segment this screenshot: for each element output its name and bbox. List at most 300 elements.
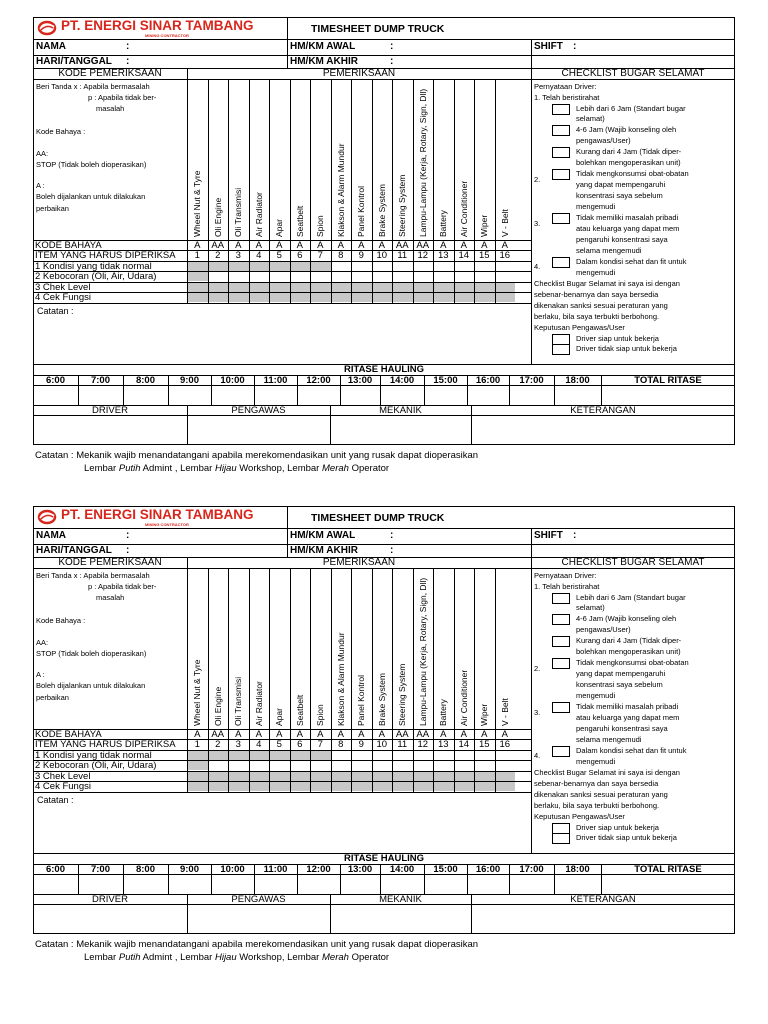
item-number: 16 [499,250,511,261]
item-name: Oli Transmisi [232,676,243,726]
hm-awal-colon: : [390,41,394,52]
footer-hijau: Hijau [214,952,237,963]
shaded-cell [332,772,352,781]
item-code: A [481,729,488,740]
ritase-input-cell[interactable] [254,875,297,894]
ritase-input-cell[interactable] [78,386,123,405]
checklist-text: pengawas/User) [576,625,631,634]
shaded-cell [393,283,413,292]
item-number: 12 [417,250,429,261]
shaded-cell [188,262,208,271]
row-kebocoran: 2 Kebocoran (Oli, Air, Udara) [35,760,157,771]
ritase-input-cell[interactable] [340,386,380,405]
footer-l1: Lembar [84,952,119,963]
checklist-text: sebenar-benarnya dan saya bersedia [534,290,659,299]
shift-label: SHIFT [534,41,563,52]
legend-masalah: masalah [96,593,125,602]
ritase-input-cell[interactable] [380,875,424,894]
item-number: 7 [317,739,323,750]
item-number: 5 [276,739,282,750]
item-number: 11 [397,250,408,261]
item-name: Panel Kontrol [355,185,366,237]
item-code: A [296,240,303,251]
checklist-text: 4-6 Jam (Wajib konseling oleh [576,125,677,134]
checklist-text: Pernyataan Driver: [534,82,597,91]
item-code: A [235,240,242,251]
checklist-text: berlaku, bila saya terbukti berbohong. [534,312,660,321]
item-code: A [378,729,385,740]
item-number: 6 [297,739,303,750]
shaded-cell [311,262,331,271]
catatan-label: Catatan : [37,795,74,805]
item-number: 15 [478,250,490,261]
item-number: 5 [276,250,282,261]
shaded-cell [270,751,290,760]
shaded-cell [332,782,352,791]
checklist-text: Driver tidak siap untuk bekerja [576,833,677,842]
shaded-cell [270,283,290,292]
shaded-cell [291,262,311,271]
shaded-cell [270,772,290,781]
shaded-cell [311,782,331,791]
item-number: 9 [358,250,364,261]
shaded-cell [373,772,393,781]
item-code: A [194,240,201,251]
ritase-time-header: 14:00 [389,375,415,386]
item-code: A [255,240,262,251]
shaded-cell [393,782,413,791]
shaded-cell [250,751,270,760]
item-code: A [501,240,508,251]
shaded-cell [229,782,249,791]
ritase-input-cell[interactable] [78,875,123,894]
item-code: A [378,240,385,251]
legend-a: A : [36,670,45,679]
checklist-text: mengemudi [576,202,616,211]
item-number: 13 [437,250,449,261]
hm-akhir-label: HM/KM AKHIR [290,56,358,67]
ritase-time-header: 14:00 [389,864,415,875]
shaded-cell [291,782,311,791]
checklist-text: pengaruhi konsentrasi saya [576,235,668,244]
legend-stop: STOP (Tidak boleh dioperasikan) [36,160,147,169]
shaded-cell [291,772,311,781]
item-name: Wiper [478,214,489,237]
item-name: Apar [273,708,284,726]
kode-pemeriksaan-header: KODE PEMERIKSAAN [58,68,162,79]
ritase-input-cell[interactable] [424,875,467,894]
legend-boleh-1: Boleh dijalankan untuk dilakukan [36,192,146,201]
shaded-cell [496,283,516,292]
catatan-label: Catatan : [37,306,74,316]
item-number: 1 [194,250,200,261]
ritase-input-cell[interactable] [380,386,424,405]
footer-putih: Putih [118,952,141,963]
shaded-cell [455,782,475,791]
shift-label: SHIFT [534,530,563,541]
row-kebocoran: 2 Kebocoran (Oli, Air, Udara) [35,271,157,282]
legend-boleh-1: Boleh dijalankan untuk dilakukan [36,681,146,690]
ritase-time-header: 17:00 [519,864,544,875]
item-name: Lampu-Lampu (Kerja, Rotary, Sign, Dll) [417,577,428,726]
item-name: V - Belt [499,698,510,726]
sig-driver: DRIVER [92,894,128,905]
item-number: 10 [376,739,388,750]
item-number: 10 [376,250,388,261]
item-name: Seatbelt [294,694,305,726]
item-code: A [460,240,467,251]
checklist-text: 3. [534,219,541,228]
shaded-cell [373,782,393,791]
shaded-cell [373,283,393,292]
checklist-text: Lebih dari 6 Jam (Standart bugar [576,104,686,113]
item-name: Air Radiator [253,681,264,726]
footer-l4: Operator [348,952,390,963]
checklist-checkbox[interactable] [552,833,570,844]
ritase-title: RITASE HAULING [343,853,425,864]
checklist-text: konsentrasi saya sebelum [576,680,663,689]
shaded-cell [475,283,495,292]
pemeriksaan-header: PEMERIKSAAN [322,68,396,79]
item-name: Panel Kontrol [355,674,366,726]
ritase-input-cell[interactable] [123,386,168,405]
ritase-input-cell[interactable] [211,386,254,405]
sig-driver: DRIVER [92,405,128,416]
shaded-cell [414,782,434,791]
shaded-cell [250,782,270,791]
ritase-time-header: 8:00 [135,864,155,875]
ritase-time-header: 18:00 [565,864,590,875]
item-name: Air Radiator [253,192,264,237]
legend-p: p : Apabila tidak ber- [88,582,157,591]
sig-keterangan: KETERANGAN [570,405,636,416]
nama-colon: : [126,530,130,541]
sig-pengawas: PENGAWAS [231,894,286,905]
ritase-input-cell[interactable] [554,875,601,894]
checklist-text: 4-6 Jam (Wajib konseling oleh [576,614,677,623]
item-number: 15 [478,739,490,750]
ritase-input-cell[interactable] [509,875,554,894]
footer-hijau: Hijau [214,463,237,474]
row-kode-bahaya: KODE BAHAYA [35,240,102,251]
ritase-input-cell[interactable] [297,386,340,405]
shaded-cell [229,751,249,760]
shaded-cell [270,293,290,302]
shaded-cell [250,772,270,781]
ritase-time-header: 7:00 [90,375,110,386]
checklist-checkbox[interactable] [552,702,570,713]
checklist-checkbox[interactable] [552,636,570,647]
row-cek-fungsi: 4 Cek Fungsi [35,292,91,303]
ritase-time-header: 6:00 [45,864,65,875]
company-name: PT. ENERGI SINAR TAMBANG [61,507,254,522]
checklist-checkbox[interactable] [552,147,570,158]
item-code: A [276,729,283,740]
hari-tanggal-label: HARI/TANGGAL [36,56,112,67]
ritase-time-header: 11:00 [263,375,288,386]
item-name: V - Belt [499,209,510,237]
item-name: Air Conditioner [458,180,469,237]
item-code: A [296,729,303,740]
ritase-time-header: 18:00 [565,375,590,386]
ritase-input-cell[interactable] [297,875,340,894]
footer-l2: Admint , Lembar [140,952,215,963]
ritase-time-header: 13:00 [347,375,373,386]
ritase-input-cell[interactable] [554,386,601,405]
item-name: Apar [273,219,284,237]
legend-kode-bahaya: Kode Bahaya : [36,616,86,625]
ritase-time-header: 12:00 [306,375,331,386]
shaded-cell [434,782,454,791]
ritase-time-header: 9:00 [179,375,199,386]
legend-aa: AA: [36,149,49,158]
checklist-text: dikenakan sanksi sesuai peraturan yang [534,790,668,799]
checklist-text: sebenar-benarnya dan saya bersedia [534,779,659,788]
footer-l1: Lembar [84,463,119,474]
shaded-cell [475,782,495,791]
hm-akhir-colon: : [390,545,394,556]
legend-stop: STOP (Tidak boleh dioperasikan) [36,649,147,658]
shaded-cell [250,293,270,302]
item-code: A [337,240,344,251]
company-tagline: MINING CONTRACTOR [145,33,189,38]
checklist-text: bolehkan mengoperasikan unit) [576,158,681,167]
shaded-cell [229,262,249,271]
item-number: 4 [256,739,262,750]
checklist-text: Checklist Bugar Selamat ini saya isi dengan [534,768,680,777]
item-name: Lampu-Lampu (Kerja, Rotary, Sign, Dll) [417,88,428,237]
footer-merah: Merah [322,463,349,474]
shaded-cell [455,283,475,292]
checklist-text: Driver siap untuk bekerja [576,823,659,832]
item-code: AA [416,240,430,251]
shift-colon: : [573,41,577,52]
ritase-input-cell[interactable] [123,875,168,894]
shaded-cell [475,772,495,781]
ritase-input-cell[interactable] [33,875,78,894]
ritase-time-header: 15:00 [433,375,458,386]
ritase-time-header: 16:00 [475,375,501,386]
item-number: 16 [499,739,511,750]
total-ritase-label: TOTAL RITASE [634,864,702,875]
shaded-cell [209,751,229,760]
shaded-cell [209,283,229,292]
checklist-checkbox[interactable] [552,104,570,115]
checklist-checkbox[interactable] [552,344,570,355]
shaded-cell [188,751,208,760]
shaded-cell [434,293,454,302]
footer-l3: Workshop, Lembar [236,463,322,474]
checklist-text: dikenakan sanksi sesuai peraturan yang [534,301,668,310]
item-name: Klakson & Alarm Mundur [335,632,346,726]
checklist-text: atau keluarga yang dapat mem [576,224,680,233]
checklist-checkbox[interactable] [552,658,570,669]
shaded-cell [311,772,331,781]
checklist-text: Driver siap untuk bekerja [576,334,659,343]
hm-awal-label: HM/KM AWAL [290,41,356,52]
checklist-text: Driver tidak siap untuk bekerja [576,344,677,353]
checklist-text: 4. [534,751,541,760]
shaded-cell [393,293,413,302]
shaded-cell [311,293,331,302]
item-number: 1 [194,739,200,750]
ritase-input-cell[interactable] [211,875,254,894]
shaded-cell [229,772,249,781]
checklist-checkbox[interactable] [552,213,570,224]
checklist-text: Tidak mengkonsumsi obat-obatan [576,169,689,178]
timesheet-form-1 [33,17,735,474]
company-logo [33,506,287,528]
footer-putih: Putih [118,463,141,474]
checklist-checkbox[interactable] [552,125,570,136]
shaded-cell [434,283,454,292]
item-number: 4 [256,250,262,261]
item-number: 7 [317,250,323,261]
item-code: A [255,729,262,740]
ritase-input-cell[interactable] [168,875,211,894]
sig-pengawas: PENGAWAS [231,405,286,416]
item-number: 3 [235,739,241,750]
row-chek-level: 3 Chek Level [35,771,91,782]
item-name: Steering System [396,174,407,237]
footer-l4: Operator [348,463,390,474]
shaded-cell [229,283,249,292]
row-item-harus: ITEM YANG HARUS DIPERIKSA [35,739,176,750]
item-code: A [194,729,201,740]
form-title: TIMESHEET DUMP TRUCK [311,512,445,524]
shaded-cell [455,772,475,781]
checklist-text: 3. [534,708,541,717]
item-name: Oli Engine [212,686,223,726]
ritase-input-cell[interactable] [467,875,509,894]
checklist-checkbox[interactable] [552,746,570,757]
shaded-cell [352,772,372,781]
shaded-cell [332,283,352,292]
sig-keterangan: KETERANGAN [570,894,636,905]
item-name: Battery [437,210,448,237]
item-code: AA [211,729,225,740]
shaded-cell [311,283,331,292]
shaded-cell [209,782,229,791]
ritase-input-cell[interactable] [254,386,297,405]
shaded-cell [414,283,434,292]
item-name: Oli Transmisi [232,187,243,237]
item-code: A [235,729,242,740]
checklist-text: Kurang dari 4 Jam (Tidak diper- [576,147,682,156]
shaded-cell [291,751,311,760]
footer-l2: Admint , Lembar [140,463,215,474]
checklist-header: CHECKLIST BUGAR SELAMAT [561,557,705,568]
ritase-input-cell[interactable] [467,386,509,405]
item-number: 2 [215,250,221,261]
shaded-cell [414,293,434,302]
checklist-text: pengawas/User) [576,136,631,145]
shaded-cell [291,293,311,302]
shaded-cell [229,293,249,302]
shaded-cell [455,293,475,302]
checklist-text: mengemudi [576,268,616,277]
checklist-text: 4. [534,262,541,271]
shaded-cell [496,782,516,791]
sig-mekanik: MEKANIK [379,894,422,905]
checklist-text: selamat) [576,603,605,612]
item-code: A [440,240,447,251]
ritase-time-header: 9:00 [179,864,199,875]
item-code: A [337,729,344,740]
shaded-cell [373,293,393,302]
item-name: Brake System [376,673,387,726]
kode-pemeriksaan-header: KODE PEMERIKSAAN [58,557,162,568]
checklist-text: Tidak mengkonsumsi obat-obatan [576,658,689,667]
footer-note: Catatan : Mekanik wajib menandatangani apabila merekomendasikan unit yang rusak dapat dioperasikan [35,939,479,950]
checklist-checkbox[interactable] [552,169,570,180]
logo-swoosh-icon [37,509,57,525]
checklist-text: Pernyataan Driver: [534,571,597,580]
shaded-cell [209,262,229,271]
checklist-text: atau keluarga yang dapat mem [576,713,680,722]
shaded-cell [496,772,516,781]
footer-lembar [84,464,389,474]
checklist-text: Keputusan Pengawas/User [534,812,625,821]
item-number: 3 [235,250,241,261]
shaded-cell [270,782,290,791]
row-cek-fungsi: 4 Cek Fungsi [35,781,91,792]
checklist-text: yang dapat mempengaruhi [576,669,666,678]
ritase-input-cell[interactable] [33,386,78,405]
shaded-cell [434,772,454,781]
legend-aa: AA: [36,638,49,647]
ritase-input-cell[interactable] [424,386,467,405]
checklist-header: CHECKLIST BUGAR SELAMAT [561,68,705,79]
item-code: AA [211,240,225,251]
ritase-input-cell[interactable] [168,386,211,405]
item-number: 8 [338,250,344,261]
item-name: Klakson & Alarm Mundur [335,143,346,237]
item-code: A [276,240,283,251]
ritase-input-cell[interactable] [340,875,380,894]
checklist-checkbox[interactable] [552,614,570,625]
item-code: AA [416,729,430,740]
checklist-text: selama mengemudi [576,246,642,255]
shaded-cell [311,751,331,760]
item-number: 13 [437,739,449,750]
ritase-time-header: 7:00 [90,864,110,875]
shaded-cell [250,262,270,271]
shaded-cell [188,283,208,292]
checklist-text: Checklist Bugar Selamat ini saya isi dengan [534,279,680,288]
shaded-cell [475,293,495,302]
checklist-text: mengemudi [576,691,616,700]
nama-label: NAMA [36,41,66,52]
shaded-cell [352,293,372,302]
hm-awal-label: HM/KM AWAL [290,530,356,541]
row-chek-level: 3 Chek Level [35,282,91,293]
shaded-cell [414,772,434,781]
ritase-time-header: 16:00 [475,864,501,875]
checklist-checkbox[interactable] [552,257,570,268]
checklist-text: pengaruhi konsentrasi saya [576,724,668,733]
hari-colon: : [126,56,130,67]
hm-akhir-label: HM/KM AKHIR [290,545,358,556]
legend-boleh-2: perbaikan [36,204,69,213]
item-name: Wiper [478,703,489,726]
ritase-time-header: 10:00 [220,375,245,386]
row-kondisi: 1 Kondisi yang tidak normal [35,261,152,272]
footer-note: Catatan : Mekanik wajib menandatangani apabila merekomendasikan unit yang rusak dapat dioperasikan [35,450,479,461]
checklist-checkbox[interactable] [552,593,570,604]
ritase-input-cell[interactable] [509,386,554,405]
shaded-cell [291,283,311,292]
